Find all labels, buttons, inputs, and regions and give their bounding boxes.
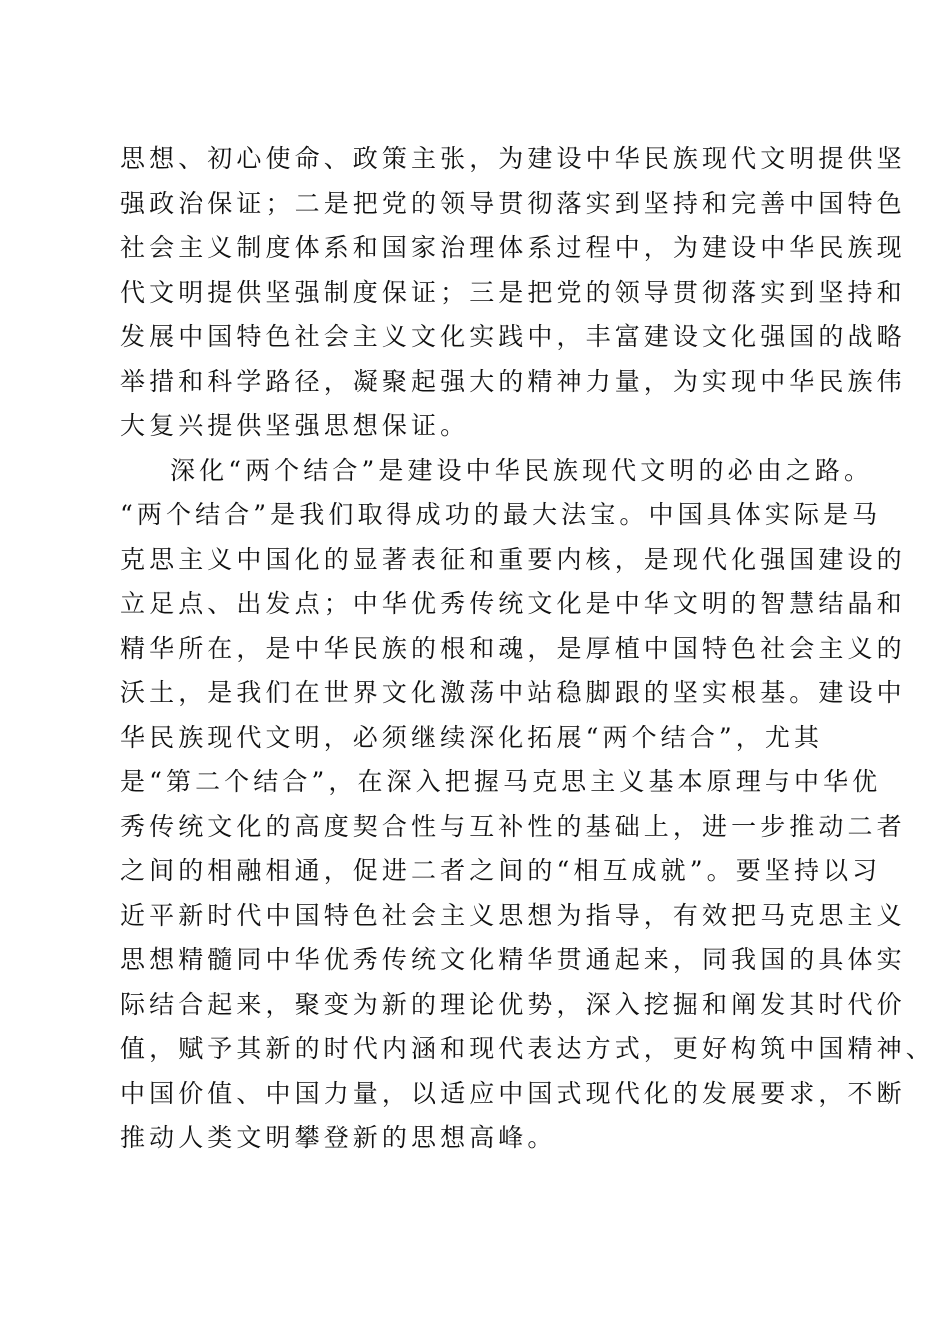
paragraph-2 bbox=[120, 449, 935, 1161]
text-line: 立足点、出发点；中华优秀传统文化是中华文明的智慧结晶和 bbox=[120, 589, 906, 618]
text-line: 近平新时代中国特色社会主义思想为指导，有效把马克思主义 bbox=[120, 900, 906, 930]
text-line: 代文明提供坚强制度保证；三是把党的领导贯彻落实到坚持和 bbox=[120, 277, 906, 307]
text-line: 沃土，是我们在世界文化激荡中站稳脚跟的坚实根基。建设中 bbox=[120, 678, 906, 707]
text-line: 克思主义中国化的显著表征和重要内核，是现代化强国建设的 bbox=[120, 544, 906, 574]
text-line: “两个结合”是我们取得成功的最大法宝。中国具体实际是马 bbox=[120, 500, 882, 529]
text-line: 思想、初心使命、政策主张，为建设中华民族现代文明提供坚 bbox=[120, 144, 906, 173]
text-line: 精华所在，是中华民族的根和魂，是厚植中国特色社会主义的 bbox=[120, 633, 906, 663]
text-line: 大复兴提供坚强思想保证。 bbox=[120, 411, 470, 440]
text-line: 际结合起来，聚变为新的理论优势，深入挖掘和阐发其时代价 bbox=[120, 989, 906, 1019]
document-body bbox=[120, 137, 935, 1161]
text-line: 社会主义制度体系和国家治理体系过程中，为建设中华民族现 bbox=[120, 233, 906, 262]
text-line: 思想精髓同中华优秀传统文化精华贯通起来，同我国的具体实 bbox=[120, 945, 906, 974]
text-line: 值，赋予其新的时代内涵和现代表达方式，更好构筑中国精神、 bbox=[120, 1034, 935, 1063]
text-line: 推动人类文明攀登新的思想高峰。 bbox=[120, 1123, 557, 1152]
text-line: 中国价值、中国力量，以适应中国式现代化的发展要求，不断 bbox=[120, 1078, 906, 1108]
text-line: 华民族现代文明，必须继续深化拓展“两个结合”，尤其 bbox=[120, 722, 824, 752]
text-line: 强政治保证；二是把党的领导贯彻落实到坚持和完善中国特色 bbox=[120, 188, 906, 218]
paragraph-1 bbox=[120, 137, 906, 449]
text-line: 秀传统文化的高度契合性与互补性的基础上，进一步推动二者 bbox=[120, 811, 906, 841]
text-line: 举措和科学路径，凝聚起强大的精神力量，为实现中华民族伟 bbox=[120, 366, 906, 396]
text-line: 发展中国特色社会主义文化实践中，丰富建设文化强国的战略 bbox=[120, 322, 906, 351]
text-line: 是“第二个结合”，在深入把握马克思主义基本原理与中华优 bbox=[120, 767, 882, 796]
text-line: 深化“两个结合”是建设中华民族现代文明的必由之路。 bbox=[170, 455, 874, 485]
text-line: 之间的相融相通，促进二者之间的“相互成就”。要坚持以习 bbox=[120, 856, 882, 885]
